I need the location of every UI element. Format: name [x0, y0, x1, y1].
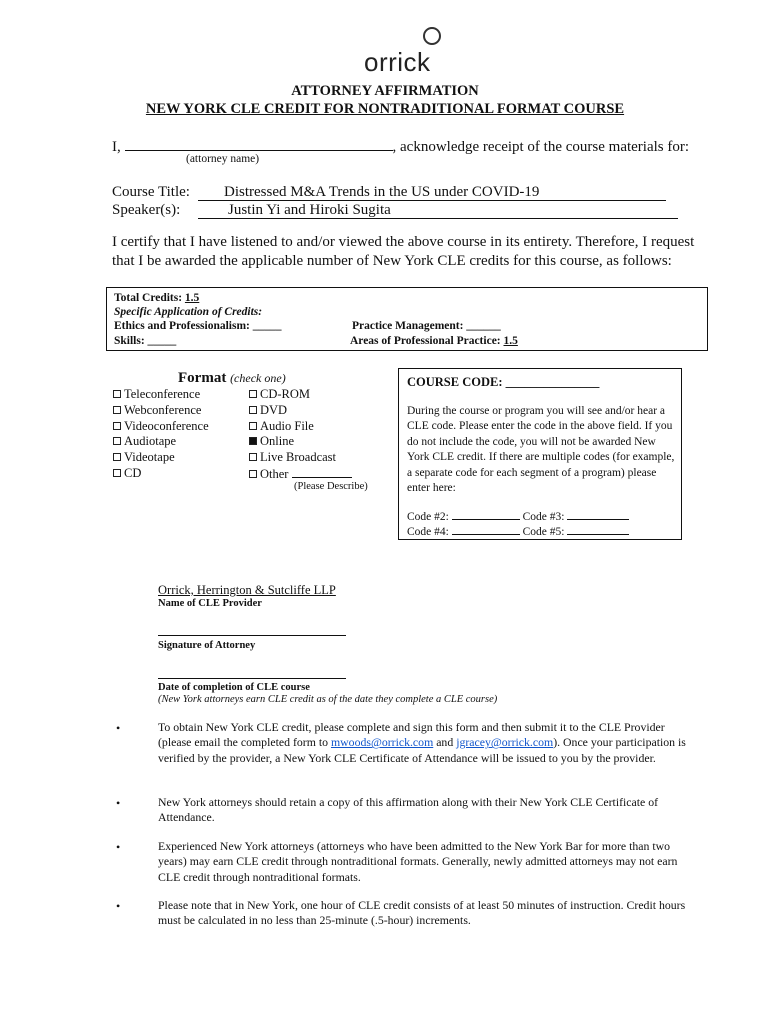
format-option-label: Teleconference — [124, 387, 201, 401]
certification-statement: I certify that I have listened to and/or viewed the above course in its entirety. Therefore, I request that I be awarded the applicable number of New York CLE credits for this course, as follows: — [112, 234, 695, 269]
logo-ring-icon — [423, 27, 441, 45]
bullet-icon: • — [116, 796, 121, 810]
bullet-icon: • — [116, 840, 121, 854]
completion-date-line[interactable] — [158, 677, 346, 679]
format-option-cd-rom[interactable] — [249, 387, 310, 402]
please-describe-hint: (Please Describe) — [294, 481, 368, 492]
checkbox-icon[interactable] — [113, 390, 121, 398]
practice-management[interactable]: Practice Management: ______ — [352, 320, 501, 332]
code-2-label: Code #2: — [407, 511, 449, 523]
specific-application-label: Specific Application of Credits: — [114, 306, 263, 318]
course-title-label: Course Title: — [112, 184, 190, 200]
bullet-submission — [158, 720, 694, 766]
orrick-logo — [364, 27, 448, 75]
checkbox-icon[interactable] — [113, 453, 121, 461]
format-option-label: Audiotape — [124, 434, 177, 449]
format-option-online[interactable] — [249, 434, 294, 449]
speakers-value[interactable]: Justin Yi and Hiroki Sugita — [198, 203, 678, 219]
format-option-label: CD-ROM — [260, 387, 311, 401]
format-option-videoconference[interactable] — [113, 419, 209, 434]
format-option-dvd[interactable] — [249, 403, 287, 418]
intro-prefix: I, — [112, 139, 125, 155]
checkbox-icon[interactable] — [113, 437, 121, 445]
bullet-icon: • — [116, 721, 121, 735]
format-option-audiotape[interactable] — [113, 434, 176, 449]
format-option-other[interactable] — [249, 466, 352, 482]
email-link-mwoods[interactable]: mwoods@orrick.com — [330, 735, 434, 750]
format-option-label: CD — [124, 466, 142, 480]
bullet-1-text-a: To obtain New York CLE credit, please complete and sign this form and then submit it to the CLE Provider (please email the completed form to — [158, 720, 665, 750]
checkbox-icon[interactable] — [249, 470, 257, 478]
other-describe-field[interactable] — [292, 466, 352, 478]
ethics-professionalism[interactable]: Ethics and Professionalism: _____ — [114, 320, 282, 332]
format-option-label: Videotape — [124, 450, 175, 465]
signature-line[interactable] — [158, 634, 346, 636]
skills[interactable]: Skills: _____ — [114, 335, 177, 347]
page-title: ATTORNEY AFFIRMATION — [291, 83, 479, 99]
total-credits-value: 1.5 — [184, 292, 200, 304]
checkbox-icon[interactable] — [249, 422, 257, 430]
bullet-retain-copy: New York attorneys should retain a copy of this affirmation along with their New York CLE Certificate of Attendance. — [158, 795, 659, 825]
completion-date-note: (New York attorneys earn CLE credit as of the date they complete a CLE course) — [158, 694, 498, 705]
page-subtitle: NEW YORK CLE CREDIT FOR NONTRADITIONAL FORMAT COURSE — [145, 101, 625, 117]
bullet-1-text-c: ). Once your participation is verified by the provider, a New York CLE Certificate of Attendance will be issued to you by the provider. — [158, 735, 686, 765]
format-title: Format — [178, 370, 227, 386]
bullet-credit-hours: Please note that in New York, one hour of CLE credit consists of at least 50 minutes of instruction. Credit hours must be calculated in no less than 25-minute (.5-hour) increments. — [158, 898, 686, 928]
course-code-instructions: During the course or program you will see and/or hear a CLE code. Please enter the code in the above field. If you do not include the code, you will not be awarded New York CLE credit. If there are multiple codes (for example, a separate code for each segment of a program) please enter here: — [407, 405, 675, 495]
attorney-name-field[interactable] — [125, 137, 393, 151]
code-4-field[interactable] — [452, 524, 520, 535]
checkbox-icon[interactable] — [113, 422, 121, 430]
code-2-field[interactable] — [452, 509, 520, 520]
cle-provider-label: Name of CLE Provider — [158, 598, 262, 609]
format-heading — [178, 370, 286, 387]
checkbox-icon[interactable] — [249, 453, 257, 461]
checkbox-checked-icon[interactable] — [249, 437, 257, 445]
bullet-experienced-attorneys: Experienced New York attorneys (attorneys who have been admitted to the New York Bar for more than two years) may earn CLE credit through nontraditional formats. Generally, newly admitted attorneys may not earn CLE credit through nontraditional formats. — [158, 839, 678, 884]
checkbox-icon[interactable] — [113, 406, 121, 414]
course-code-box — [398, 368, 682, 540]
credits-box — [106, 287, 708, 351]
completion-date-label: Date of completion of CLE course — [158, 682, 310, 693]
signature-label: Signature of Attorney — [158, 640, 256, 651]
format-option-label: Videoconference — [124, 418, 209, 433]
total-credits-label: Total Credits: — [114, 292, 185, 304]
speakers-row — [112, 202, 678, 219]
areas-label: Areas of Professional Practice: — [350, 335, 504, 347]
course-title-row — [112, 184, 666, 201]
checkbox-icon[interactable] — [249, 406, 257, 414]
checkbox-icon[interactable] — [249, 390, 257, 398]
format-option-label: Other — [260, 467, 289, 481]
email-link-jgracey[interactable]: jgracey@orrick.com — [456, 735, 554, 750]
format-option-label: Online — [260, 434, 295, 449]
total-credits — [114, 291, 199, 305]
course-code-title[interactable]: COURSE CODE: _______________ — [407, 375, 600, 389]
format-option-webconference[interactable] — [113, 403, 201, 418]
format-option-cd[interactable] — [113, 466, 141, 481]
format-option-label: Audio File — [260, 418, 314, 433]
areas-professional-practice — [350, 334, 518, 348]
cle-provider-name[interactable]: Orrick, Herrington & Sutcliffe LLP — [158, 583, 336, 597]
code-4-label: Code #4: — [407, 526, 449, 538]
bullet-icon: • — [116, 899, 121, 913]
code-5-field[interactable] — [567, 524, 629, 535]
format-option-teleconference[interactable] — [113, 387, 200, 402]
code-row-1 — [407, 509, 629, 524]
speakers-label: Speaker(s): — [112, 202, 181, 218]
format-option-label: DVD — [260, 402, 288, 417]
format-option-audio-file[interactable] — [249, 419, 314, 434]
code-5-label: Code #5: — [522, 526, 565, 538]
format-option-label: Live Broadcast — [260, 450, 337, 465]
intro-suffix: , acknowledge receipt of the course materials for: — [392, 139, 690, 155]
format-hint: (check one) — [230, 371, 286, 385]
code-3-field[interactable] — [567, 509, 629, 520]
logo-wordmark: orrick — [364, 47, 431, 77]
areas-value: 1.5 — [503, 335, 518, 347]
format-option-label: Webconference — [124, 402, 202, 417]
format-option-live-broadcast[interactable] — [249, 450, 336, 465]
checkbox-icon[interactable] — [113, 469, 121, 477]
course-title-value[interactable]: Distressed M&A Trends in the US under COVID-19 — [198, 185, 666, 201]
code-row-2 — [407, 524, 629, 539]
bullet-1-text-b: and — [433, 735, 457, 750]
format-option-videotape[interactable] — [113, 450, 175, 465]
attorney-name-hint: (attorney name) — [186, 153, 260, 165]
code-3-label: Code #3: — [522, 511, 565, 523]
